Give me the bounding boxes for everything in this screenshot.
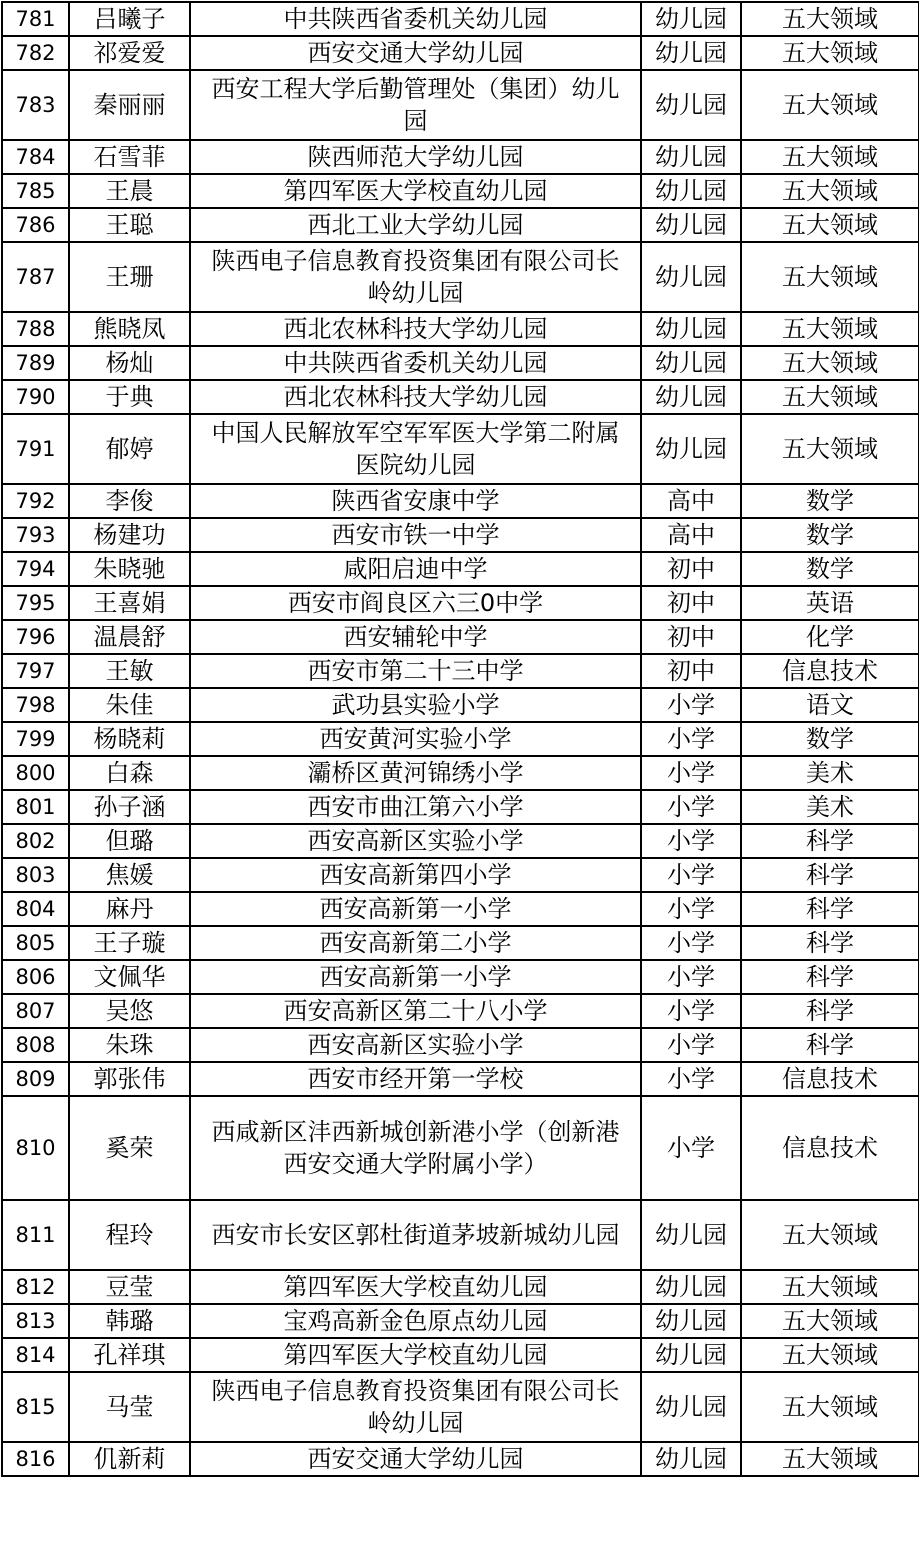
cell-stage: 小学 [641, 688, 741, 722]
cell-name: 吴悠 [69, 994, 190, 1028]
cell-number: 816 [2, 1442, 69, 1476]
cell-school: 西安市铁一中学 [190, 518, 641, 552]
cell-stage: 幼儿园 [641, 1372, 741, 1442]
table-row [2, 552, 919, 586]
cell-number: 784 [2, 140, 69, 174]
cell-school: 中共陕西省委机关幼儿园 [190, 346, 641, 380]
cell-school: 西安高新区实验小学 [190, 824, 641, 858]
cell-stage: 小学 [641, 926, 741, 960]
cell-number: 800 [2, 756, 69, 790]
cell-stage: 幼儿园 [641, 1442, 741, 1476]
table-row [2, 654, 919, 688]
cell-school: 宝鸡高新金色原点幼儿园 [190, 1304, 641, 1338]
cell-stage: 小学 [641, 960, 741, 994]
cell-name: 白森 [69, 756, 190, 790]
cell-school: 西安市经开第一学校 [190, 1062, 641, 1096]
cell-subject: 科学 [741, 926, 919, 960]
cell-school: 西咸新区沣西新城创新港小学（创新港西安交通大学附属小学） [190, 1096, 641, 1200]
table-row [2, 722, 919, 756]
cell-subject: 五大领域 [741, 380, 919, 414]
table-row [2, 1096, 919, 1200]
cell-stage: 幼儿园 [641, 312, 741, 346]
cell-name: 于典 [69, 380, 190, 414]
cell-name: 石雪菲 [69, 140, 190, 174]
cell-name: 王珊 [69, 242, 190, 312]
cell-subject: 五大领域 [741, 174, 919, 208]
cell-stage: 小学 [641, 892, 741, 926]
table-row [2, 1338, 919, 1372]
cell-subject: 五大领域 [741, 2, 919, 36]
cell-stage: 小学 [641, 1062, 741, 1096]
cell-number: 797 [2, 654, 69, 688]
table-row [2, 174, 919, 208]
cell-stage: 幼儿园 [641, 1200, 741, 1270]
cell-subject: 五大领域 [741, 208, 919, 242]
cell-stage: 高中 [641, 518, 741, 552]
cell-stage: 幼儿园 [641, 242, 741, 312]
cell-name: 王喜娟 [69, 586, 190, 620]
table-row [2, 242, 919, 312]
cell-stage: 幼儿园 [641, 36, 741, 70]
cell-number: 796 [2, 620, 69, 654]
cell-stage: 小学 [641, 722, 741, 756]
cell-stage: 幼儿园 [641, 140, 741, 174]
cell-number: 811 [2, 1200, 69, 1270]
cell-school: 西北农林科技大学幼儿园 [190, 380, 641, 414]
cell-stage: 幼儿园 [641, 1338, 741, 1372]
cell-name: 程玲 [69, 1200, 190, 1270]
table-row [2, 1372, 919, 1442]
cell-subject: 信息技术 [741, 654, 919, 688]
cell-subject: 科学 [741, 960, 919, 994]
cell-name: 郁婷 [69, 414, 190, 484]
cell-subject: 科学 [741, 1028, 919, 1062]
cell-stage: 幼儿园 [641, 208, 741, 242]
cell-name: 孙子涵 [69, 790, 190, 824]
cell-school: 西安高新第二小学 [190, 926, 641, 960]
cell-subject: 五大领域 [741, 140, 919, 174]
cell-subject: 信息技术 [741, 1062, 919, 1096]
table-row [2, 960, 919, 994]
table-row [2, 756, 919, 790]
cell-number: 812 [2, 1270, 69, 1304]
cell-name: 郭张伟 [69, 1062, 190, 1096]
cell-name: 温晨舒 [69, 620, 190, 654]
cell-subject: 科学 [741, 994, 919, 1028]
cell-name: 祁爱爱 [69, 36, 190, 70]
cell-school: 第四军医大学校直幼儿园 [190, 1270, 641, 1304]
cell-number: 790 [2, 380, 69, 414]
cell-school: 西安交通大学幼儿园 [190, 1442, 641, 1476]
cell-subject: 数学 [741, 722, 919, 756]
cell-subject: 数学 [741, 552, 919, 586]
cell-subject: 五大领域 [741, 1372, 919, 1442]
cell-number: 798 [2, 688, 69, 722]
cell-subject: 五大领域 [741, 36, 919, 70]
cell-stage: 小学 [641, 1028, 741, 1062]
cell-number: 794 [2, 552, 69, 586]
cell-number: 795 [2, 586, 69, 620]
cell-stage: 小学 [641, 1096, 741, 1200]
cell-name: 但璐 [69, 824, 190, 858]
cell-school: 咸阳启迪中学 [190, 552, 641, 586]
cell-school: 西安市曲江第六小学 [190, 790, 641, 824]
cell-school: 第四军医大学校直幼儿园 [190, 174, 641, 208]
table-row [2, 824, 919, 858]
cell-stage: 幼儿园 [641, 1270, 741, 1304]
cell-number: 802 [2, 824, 69, 858]
cell-name: 麻丹 [69, 892, 190, 926]
cell-name: 孔祥琪 [69, 1338, 190, 1372]
cell-school: 陕西电子信息教育投资集团有限公司长岭幼儿园 [190, 1372, 641, 1442]
cell-number: 793 [2, 518, 69, 552]
cell-subject: 美术 [741, 756, 919, 790]
cell-name: 王晨 [69, 174, 190, 208]
cell-number: 815 [2, 1372, 69, 1442]
table-row [2, 620, 919, 654]
cell-school: 第四军医大学校直幼儿园 [190, 1338, 641, 1372]
cell-stage: 幼儿园 [641, 2, 741, 36]
cell-number: 813 [2, 1304, 69, 1338]
cell-name: 王聪 [69, 208, 190, 242]
table-row [2, 790, 919, 824]
cell-school: 西北农林科技大学幼儿园 [190, 312, 641, 346]
cell-school: 陕西师范大学幼儿园 [190, 140, 641, 174]
cell-number: 786 [2, 208, 69, 242]
table-row [2, 1200, 919, 1270]
cell-subject: 五大领域 [741, 414, 919, 484]
cell-number: 788 [2, 312, 69, 346]
cell-stage: 幼儿园 [641, 380, 741, 414]
cell-school: 西安交通大学幼儿园 [190, 36, 641, 70]
table-row [2, 2, 919, 36]
table-row [2, 208, 919, 242]
cell-name: 吕曦子 [69, 2, 190, 36]
table-row [2, 484, 919, 518]
cell-name: 奚荣 [69, 1096, 190, 1200]
table-row [2, 1442, 919, 1476]
cell-school: 陕西电子信息教育投资集团有限公司长岭幼儿园 [190, 242, 641, 312]
cell-name: 仉新莉 [69, 1442, 190, 1476]
table-row [2, 380, 919, 414]
cell-stage: 幼儿园 [641, 174, 741, 208]
cell-number: 806 [2, 960, 69, 994]
cell-stage: 幼儿园 [641, 70, 741, 140]
roster-body [2, 2, 919, 1476]
cell-number: 807 [2, 994, 69, 1028]
cell-name: 马莹 [69, 1372, 190, 1442]
table-row [2, 312, 919, 346]
cell-subject: 五大领域 [741, 1338, 919, 1372]
cell-number: 783 [2, 70, 69, 140]
cell-subject: 五大领域 [741, 1304, 919, 1338]
table-row [2, 892, 919, 926]
cell-stage: 幼儿园 [641, 346, 741, 380]
cell-stage: 幼儿园 [641, 414, 741, 484]
cell-number: 789 [2, 346, 69, 380]
cell-subject: 五大领域 [741, 312, 919, 346]
cell-school: 西安高新第一小学 [190, 960, 641, 994]
cell-stage: 小学 [641, 824, 741, 858]
table-row [2, 1270, 919, 1304]
cell-name: 杨灿 [69, 346, 190, 380]
cell-name: 文佩华 [69, 960, 190, 994]
table-row [2, 858, 919, 892]
cell-school: 西安市第二十三中学 [190, 654, 641, 688]
cell-stage: 初中 [641, 552, 741, 586]
cell-subject: 数学 [741, 518, 919, 552]
table-row [2, 586, 919, 620]
cell-number: 809 [2, 1062, 69, 1096]
table-row [2, 518, 919, 552]
cell-school: 西安辅轮中学 [190, 620, 641, 654]
cell-subject: 数学 [741, 484, 919, 518]
cell-subject: 信息技术 [741, 1096, 919, 1200]
cell-subject: 五大领域 [741, 1442, 919, 1476]
cell-school: 西北工业大学幼儿园 [190, 208, 641, 242]
table-row [2, 994, 919, 1028]
cell-subject: 英语 [741, 586, 919, 620]
cell-number: 792 [2, 484, 69, 518]
cell-subject: 五大领域 [741, 242, 919, 312]
cell-stage: 高中 [641, 484, 741, 518]
cell-school: 中共陕西省委机关幼儿园 [190, 2, 641, 36]
cell-stage: 小学 [641, 790, 741, 824]
cell-number: 805 [2, 926, 69, 960]
cell-school: 西安黄河实验小学 [190, 722, 641, 756]
cell-number: 791 [2, 414, 69, 484]
cell-number: 782 [2, 36, 69, 70]
table-row [2, 36, 919, 70]
cell-subject: 科学 [741, 858, 919, 892]
cell-number: 787 [2, 242, 69, 312]
table-row [2, 346, 919, 380]
cell-number: 785 [2, 174, 69, 208]
cell-name: 王子璇 [69, 926, 190, 960]
cell-subject: 五大领域 [741, 346, 919, 380]
cell-subject: 五大领域 [741, 1270, 919, 1304]
cell-number: 803 [2, 858, 69, 892]
cell-subject: 五大领域 [741, 1200, 919, 1270]
cell-school: 西安高新第一小学 [190, 892, 641, 926]
cell-subject: 化学 [741, 620, 919, 654]
cell-stage: 初中 [641, 586, 741, 620]
cell-number: 810 [2, 1096, 69, 1200]
roster-table [1, 1, 919, 1477]
table-row [2, 688, 919, 722]
cell-number: 799 [2, 722, 69, 756]
cell-stage: 小学 [641, 994, 741, 1028]
cell-school: 西安市阎良区六三0中学 [190, 586, 641, 620]
cell-school: 西安高新第四小学 [190, 858, 641, 892]
table-row [2, 926, 919, 960]
cell-school: 西安工程大学后勤管理处（集团）幼儿园 [190, 70, 641, 140]
cell-name: 韩璐 [69, 1304, 190, 1338]
cell-subject: 语文 [741, 688, 919, 722]
cell-name: 秦丽丽 [69, 70, 190, 140]
cell-name: 朱晓驰 [69, 552, 190, 586]
cell-stage: 幼儿园 [641, 1304, 741, 1338]
cell-school: 西安高新区实验小学 [190, 1028, 641, 1062]
cell-subject: 五大领域 [741, 70, 919, 140]
table-row [2, 140, 919, 174]
cell-name: 朱珠 [69, 1028, 190, 1062]
cell-name: 王敏 [69, 654, 190, 688]
cell-school: 西安市长安区郭杜街道茅坡新城幼儿园 [190, 1200, 641, 1270]
cell-stage: 小学 [641, 756, 741, 790]
cell-school: 西安高新区第二十八小学 [190, 994, 641, 1028]
cell-school: 灞桥区黄河锦绣小学 [190, 756, 641, 790]
cell-name: 朱佳 [69, 688, 190, 722]
cell-number: 814 [2, 1338, 69, 1372]
cell-number: 808 [2, 1028, 69, 1062]
table-row [2, 1062, 919, 1096]
cell-name: 焦媛 [69, 858, 190, 892]
cell-number: 801 [2, 790, 69, 824]
cell-subject: 科学 [741, 892, 919, 926]
cell-name: 豆莹 [69, 1270, 190, 1304]
cell-number: 781 [2, 2, 69, 36]
cell-subject: 美术 [741, 790, 919, 824]
cell-name: 熊晓凤 [69, 312, 190, 346]
cell-name: 杨建功 [69, 518, 190, 552]
cell-school: 中国人民解放军空军军医大学第二附属医院幼儿园 [190, 414, 641, 484]
cell-stage: 初中 [641, 654, 741, 688]
cell-number: 804 [2, 892, 69, 926]
cell-name: 杨晓莉 [69, 722, 190, 756]
cell-stage: 初中 [641, 620, 741, 654]
table-row [2, 1304, 919, 1338]
cell-name: 李俊 [69, 484, 190, 518]
table-row [2, 1028, 919, 1062]
cell-school: 武功县实验小学 [190, 688, 641, 722]
table-row [2, 70, 919, 140]
cell-stage: 小学 [641, 858, 741, 892]
cell-subject: 科学 [741, 824, 919, 858]
cell-school: 陕西省安康中学 [190, 484, 641, 518]
table-row [2, 414, 919, 484]
